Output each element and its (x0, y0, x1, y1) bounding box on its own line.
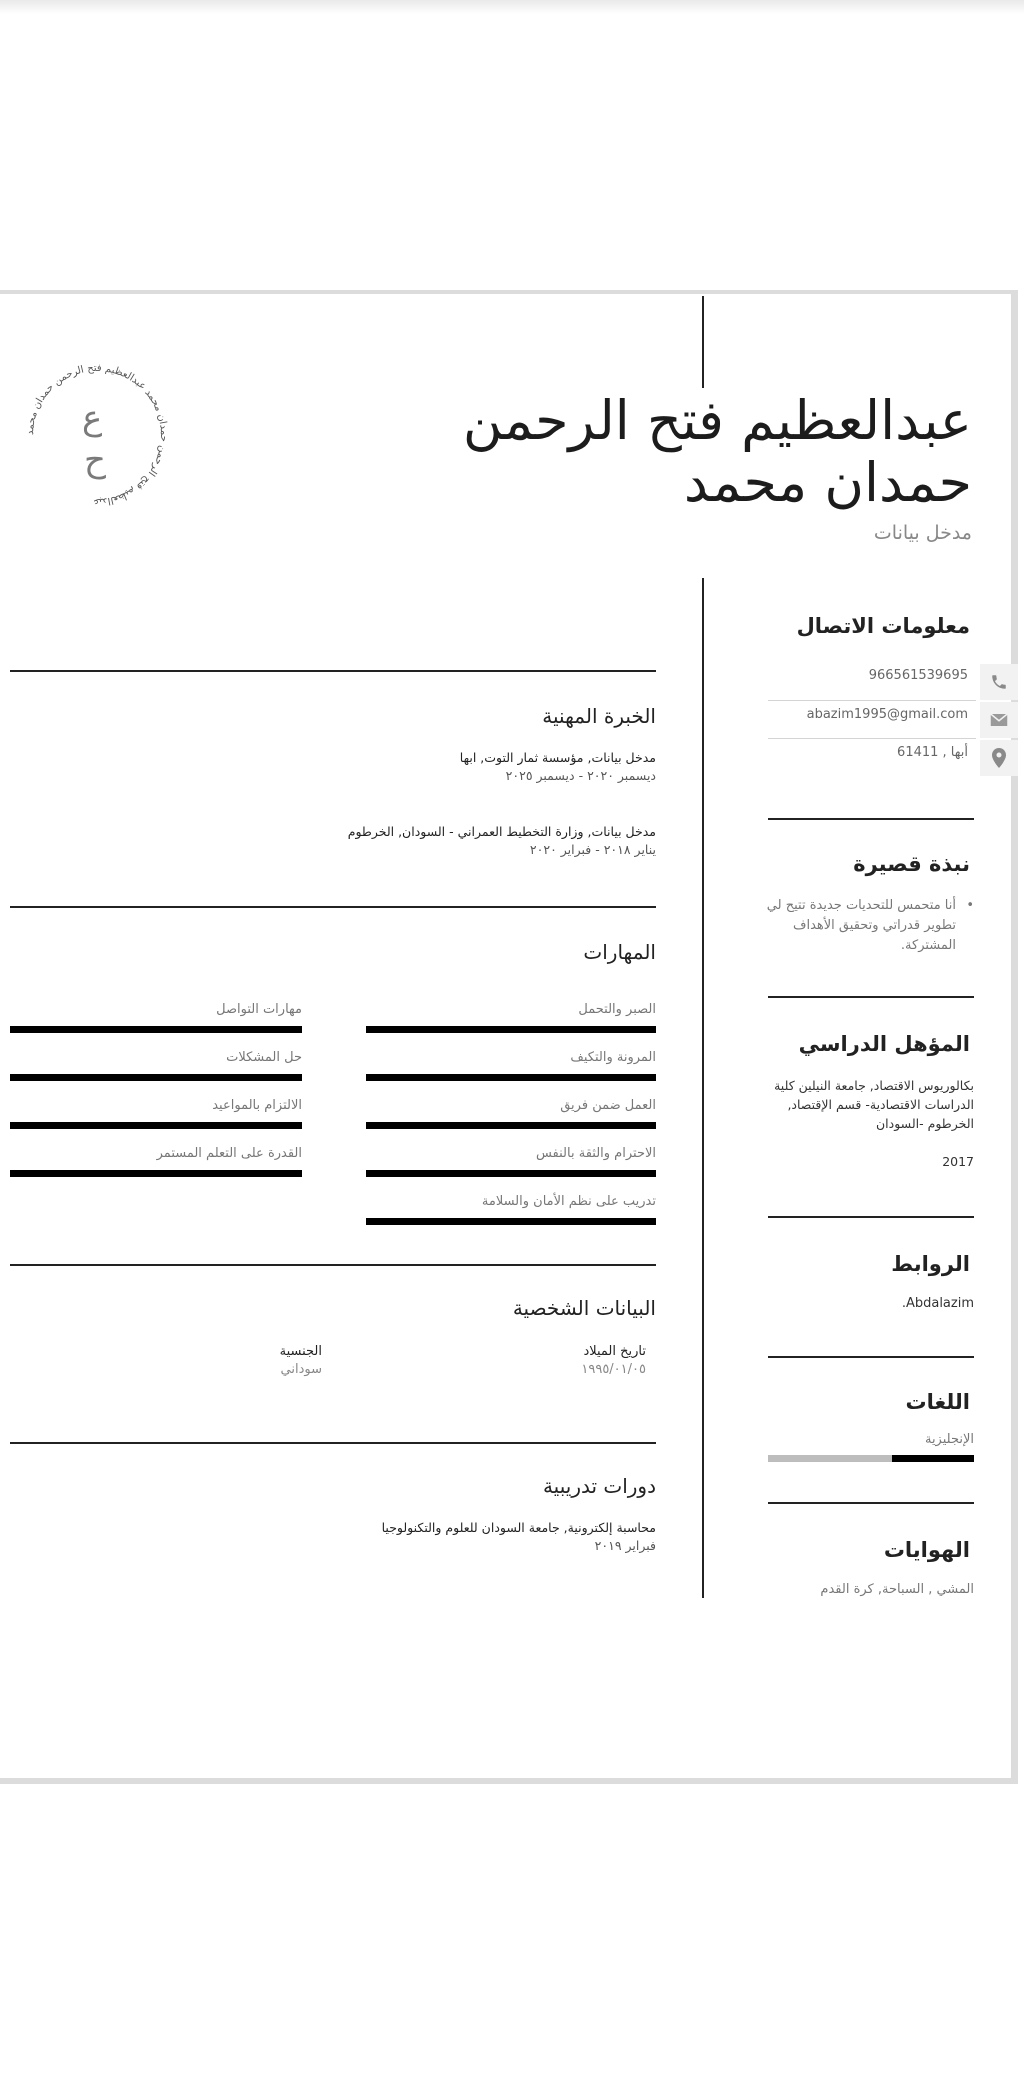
skill-label: المرونة والتكيف (570, 1050, 656, 1065)
hobbies-section-title: الهوايات (883, 1538, 970, 1562)
job-title: مدخل بيانات (873, 522, 972, 544)
skill-label: تدريب على نظم الأمان والسلامة (481, 1194, 656, 1209)
personal-section-title: البيانات الشخصية (512, 1296, 656, 1320)
section-divider (10, 1442, 656, 1444)
contact-phone: 966561539695 (868, 668, 968, 683)
nationality-value: سوداني (280, 1362, 322, 1377)
links-section-title: الروابط (891, 1252, 970, 1276)
skill-label: الاحترام والثقة بالنفس (535, 1146, 656, 1161)
experience-role-2: مدخل بيانات, وزارة التخطيط العمراني - السودان, الخرطوم (347, 824, 656, 839)
candidate-name-line2: حمدان محمد (683, 451, 972, 514)
birth-date-label: تاريخ الميلاد (583, 1344, 646, 1359)
section-divider (768, 1502, 974, 1504)
languages-section-title: اللغات (905, 1390, 970, 1414)
contact-email: abazim1995@gmail.com (806, 707, 968, 722)
skill-label: حل المشكلات (226, 1050, 302, 1065)
skill-bar (366, 1218, 656, 1225)
language-level-fill (892, 1455, 974, 1462)
skill-label: مهارات التواصل (216, 1002, 302, 1017)
stamp-ring-text: عبدالعظيم فتح الرحمن حمدان محمد عبدالعظيم فتح الرحمن حمدان محمد (24, 362, 170, 508)
contact-section-title: معلومات الاتصال (796, 614, 970, 638)
hobbies-text: المشي , السباحة, كرة القدم (820, 1582, 974, 1597)
section-divider (10, 670, 656, 672)
section-divider (10, 1264, 656, 1266)
skill-bar (10, 1122, 302, 1129)
section-divider (10, 906, 656, 908)
education-text: بكالوريوس الاقتصاد, جامعة النيلين كلية الدراسات الاقتصادية- قسم الإقتصاد, الخرطوم -السودان (774, 1078, 974, 1131)
education-year: 2017 (942, 1154, 974, 1169)
profile-section-title: نبذة قصيرة (853, 852, 970, 876)
skill-bar (366, 1122, 656, 1129)
section-divider (768, 1356, 974, 1358)
skills-section-title: المهارات (583, 940, 656, 964)
skill-label: العمل ضمن فريق (560, 1098, 656, 1113)
contact-address: أبها , 61411 (897, 745, 968, 760)
column-divider (702, 578, 704, 1598)
mail-icon (980, 702, 1018, 738)
skill-label: الصبر والتحمل (578, 1002, 656, 1017)
skill-bar (366, 1074, 656, 1081)
skill-bar (10, 1026, 302, 1033)
skill-label: الالتزام بالمواعيد (212, 1098, 302, 1113)
candidate-name-line1: عبدالعظيم فتح الرحمن (462, 389, 972, 452)
contact-separator (768, 738, 976, 739)
course-date: فبراير ٢٠١٩ (594, 1538, 656, 1553)
nationality-label: الجنسية (279, 1344, 322, 1359)
profile-bullet: • (966, 898, 974, 913)
experience-section-title: الخبرة المهنية (542, 704, 656, 728)
course-item: محاسبة إلكترونية, جامعة السودان للعلوم والتكنولوجيا (381, 1520, 656, 1535)
contact-separator (768, 700, 976, 701)
candidate-name (232, 390, 972, 514)
section-divider (768, 818, 974, 820)
stamp-letter-top: ع (82, 398, 103, 438)
skill-bar (366, 1026, 656, 1033)
experience-role-1: مدخل بيانات, مؤسسة ثمار التوت, ابها (459, 750, 656, 765)
skill-label: القدرة على التعلم المستمر (156, 1146, 302, 1161)
birth-date-value: ١٩٩٥/٠١/٠٥ (581, 1362, 646, 1377)
profile-text (764, 896, 974, 956)
language-name: الإنجليزية (924, 1432, 974, 1447)
phone-icon (980, 664, 1018, 700)
location-pin-icon (980, 740, 1018, 776)
courses-section-title: دورات تدريبية (542, 1474, 656, 1498)
skill-bar (366, 1170, 656, 1177)
skill-bar (10, 1074, 302, 1081)
header-divider (702, 296, 704, 388)
skill-bar (10, 1170, 302, 1177)
experience-date-2: يناير ٢٠١٨ - فبراير ٢٠٢٠ (529, 842, 656, 857)
page-top-shadow (0, 0, 1024, 14)
profile-text-content: أنا متحمس للتحديات جديدة تتيح لي تطوير قدراتي وتحقيق الأهداف المشتركة. (766, 898, 956, 953)
links-value[interactable]: Abdalazim. (901, 1296, 974, 1311)
section-divider (768, 996, 974, 998)
monogram-stamp (22, 360, 172, 510)
section-divider (768, 1216, 974, 1218)
education-section-title: المؤهل الدراسي (798, 1032, 970, 1056)
language-level-track (768, 1455, 974, 1462)
experience-date-1: ديسمبر ٢٠٢٠ - ديسمبر ٢٠٢٥ (505, 768, 656, 783)
stamp-letter-bottom: ح (84, 440, 106, 480)
